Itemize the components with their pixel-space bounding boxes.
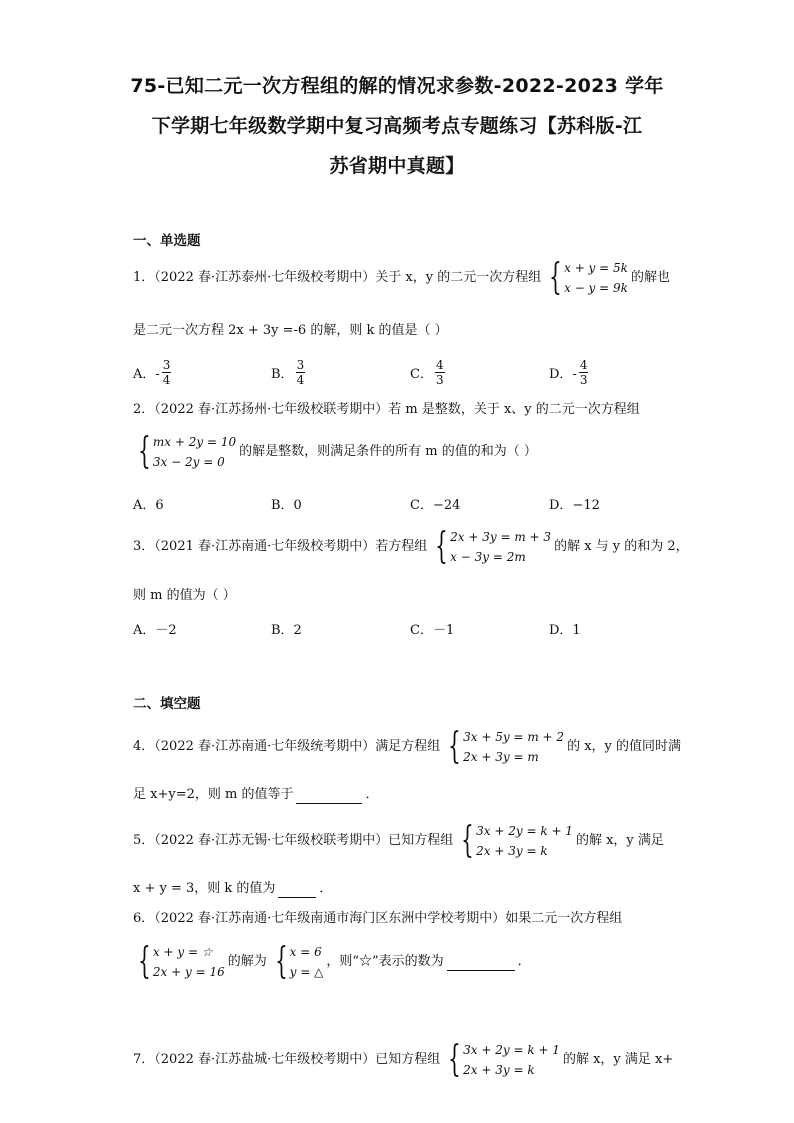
question-1-option-c: C． $\frac{4}{3}$ <box>410 358 444 387</box>
brace-icon: { <box>435 526 449 567</box>
question-7-text: 7．（2022 春·江苏盐城·七年级校考期中）已知方程组 <box>133 1052 441 1067</box>
question-5-text: 的解 x，y 满足 <box>575 833 664 848</box>
equation: 2x + 3y = m <box>463 750 539 764</box>
equation-system <box>456 821 573 861</box>
equation-system <box>443 727 564 767</box>
question-3-text: 的解 x 与 y 的和为 2， <box>554 539 689 554</box>
title-line-1: 75-已知二元一次方程组的解的情况求参数-2022-2023 学年 <box>130 75 664 97</box>
equation-system <box>430 527 551 567</box>
question-6-text: ，则“☆”表示的数为 <box>326 954 444 969</box>
question-4-text: 的 x，y 的值同时满 <box>567 739 682 754</box>
equation: y = △ <box>289 965 324 979</box>
fraction: $\frac{4}{3}$ <box>579 358 588 387</box>
page-title <box>110 66 684 186</box>
equation-system <box>133 942 225 982</box>
equation: x − y = 9k <box>564 281 628 295</box>
equation: 3x + 2y = k + 1 <box>476 824 573 838</box>
question-3-line-1 <box>133 527 689 567</box>
answer-blank[interactable] <box>447 954 515 971</box>
equation: x − 3y = 2m <box>450 550 526 564</box>
question-2-line-2 <box>133 432 537 472</box>
question-2-line-1: 2．（2022 春·江苏扬州·七年级校联考期中）若 m 是整数，关于 x、y 的二元一次方程组 <box>133 402 640 417</box>
question-2-option-a: A．6 <box>133 498 164 513</box>
question-5-line-1 <box>133 821 664 861</box>
fraction: $\frac{3}{4}$ <box>296 358 305 387</box>
question-3-option-c: C．－1 <box>410 623 455 638</box>
brace-icon: { <box>448 726 462 767</box>
question-3-option-a: A．－2 <box>133 623 177 638</box>
question-6-line-2: { x + y = ☆ 2x + y = 16 的解为 { x = 6 y = △ ，则“☆”表示的数为 ． <box>133 942 531 982</box>
title-line-2: 下学期七年级数学期中复习高频考点专题练习【苏科版-江 <box>151 115 643 137</box>
question-1-text: 1．（2022 春·江苏泰州·七年级校考期中）关于 x，y 的二元一次方程组 <box>133 270 542 285</box>
equation: 2x + y = 16 <box>152 965 225 979</box>
question-1-option-b: B． $\frac{3}{4}$ <box>271 358 305 387</box>
equation: x = 6 <box>289 945 322 959</box>
section-heading-fill-blank: 二、填空题 <box>133 696 201 712</box>
question-7-text: 的解 x，y 满足 x+ <box>562 1052 674 1067</box>
question-3-line-2: 则 m 的值为（ ） <box>133 588 236 603</box>
question-4-line-2: 足 x+y=2，则 m 的值等于 ． <box>133 787 379 802</box>
question-5-text: 5．（2022 春·江苏无锡·七年级校联考期中）已知方程组 <box>133 833 454 848</box>
brace-icon: { <box>274 941 288 982</box>
answer-blank[interactable] <box>296 785 362 804</box>
question-6-line-1: 6．（2022 春·江苏南通·七年级南通市海门区东洲中学校考期中）如果二元一次方程组 <box>133 911 623 926</box>
equation-system <box>544 258 628 298</box>
question-1-option-a: A．- $\frac{3}{4}$ <box>133 358 171 387</box>
question-6-text: 的解为 <box>227 954 267 969</box>
brace-icon: { <box>138 941 151 982</box>
equation: 2x + 3y = k <box>463 1063 535 1077</box>
question-1-text: 的解也 <box>630 270 670 285</box>
question-3-option-d: D．1 <box>549 623 581 638</box>
equation: 2x + 3y = k <box>476 844 548 858</box>
fraction: $\frac{3}{4}$ <box>162 358 171 387</box>
equation: x + y = ☆ <box>152 945 213 959</box>
question-2-option-b: B．0 <box>271 498 302 513</box>
brace-icon: { <box>461 820 475 861</box>
solution-system <box>270 942 324 982</box>
question-1-line-1 <box>133 258 670 298</box>
brace-icon: { <box>549 257 562 298</box>
brace-icon: { <box>138 431 151 472</box>
question-4-text: 4．（2022 春·江苏南通·七年级统考期中）满足方程组 <box>133 739 441 754</box>
section-heading-single-choice: 一、单选题 <box>133 233 201 249</box>
question-5-line-2: x + y = 3，则 k 的值为 ． <box>133 881 333 896</box>
fraction: $\frac{4}{3}$ <box>435 358 444 387</box>
equation: 3x + 2y = k + 1 <box>463 1043 560 1057</box>
equation: mx + 2y = 10 <box>152 435 237 449</box>
question-2-option-c: C．−24 <box>410 498 461 513</box>
question-4-line-1 <box>133 727 681 767</box>
equation-system <box>443 1040 560 1080</box>
question-2-text: 的解是整数，则满足条件的所有 m 的值的和为（ ） <box>239 444 537 459</box>
question-1-line-2: 是二元一次方程 2x + 3y =-6 的解，则 k 的值是（ ） <box>133 323 448 338</box>
question-7-line-1 <box>133 1040 673 1080</box>
question-3-text: 3．（2021 春·江苏南通·七年级校考期中）若方程组 <box>133 539 428 554</box>
brace-icon: { <box>448 1039 462 1080</box>
question-3-option-b: B．2 <box>271 623 302 638</box>
equation: x + y = 5k <box>564 261 628 275</box>
title-line-3: 苏省期中真题】 <box>329 155 465 177</box>
equation: 2x + 3y = m + 3 <box>450 530 552 544</box>
question-2-option-d: D．−12 <box>549 498 600 513</box>
equation-system <box>133 432 236 472</box>
question-1-option-d: D．- $\frac{4}{3}$ <box>549 358 588 387</box>
answer-blank[interactable] <box>278 879 316 898</box>
equation: 3x + 5y = m + 2 <box>463 730 565 744</box>
equation: 3x − 2y = 0 <box>152 455 225 469</box>
